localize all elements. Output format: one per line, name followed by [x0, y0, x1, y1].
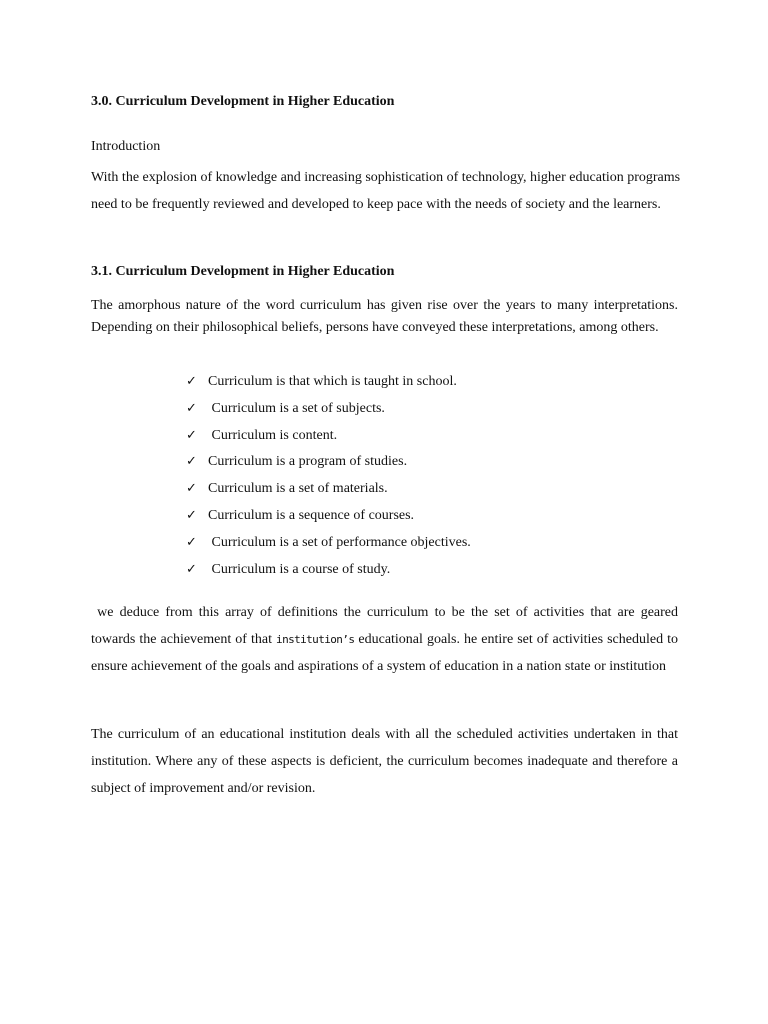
- deduction-text-end: educational goals. he entire set of activities scheduled to ensure achievement of the goals and aspirations of a system of education in a nation state or institution: [91, 632, 682, 674]
- amorphous-paragraph: The amorphous nature of the word curriculum has given rise over the years to many interpretations. Depending on their philosophical beliefs, persons have conveyed these interpretations, among others.: [91, 298, 678, 335]
- deduction-paragraph: [91, 599, 682, 680]
- checkmark-icon: ✓: [186, 561, 197, 577]
- introduction-paragraph: With the explosion of knowledge and increasing sophistication of technology, higher education programs need to be frequently reviewed and developed to keep pace with the needs of society and the learners.: [91, 170, 681, 212]
- definition-text: Curriculum is a set of subjects.: [208, 400, 385, 416]
- definition-text: Curriculum is content.: [208, 427, 338, 443]
- definition-text: Curriculum is a program of studies.: [208, 454, 408, 470]
- checkmark-icon: ✓: [186, 534, 197, 550]
- list-item: [186, 480, 471, 507]
- list-item: [186, 534, 471, 561]
- definition-text: Curriculum is a set of performance objectives.: [208, 534, 471, 550]
- list-item: [186, 427, 471, 454]
- definition-text: Curriculum is a sequence of courses.: [208, 507, 415, 523]
- introduction-label: Introduction: [91, 139, 161, 154]
- checkmark-icon: ✓: [186, 507, 197, 523]
- deduction-text-start: we deduce from this array of definitions the curriculum to be the set of activities that are geared towards the achievement of that: [91, 605, 682, 647]
- definition-text: Curriculum is a course of study.: [208, 561, 391, 577]
- list-item: [186, 400, 471, 427]
- section-heading-3-1: 3.1. Curriculum Development in Higher Education: [91, 264, 395, 279]
- checkmark-icon: ✓: [186, 427, 197, 443]
- list-item: [186, 561, 471, 588]
- section-heading-3-0: 3.0. Curriculum Development in Higher Education: [91, 94, 395, 109]
- checkmark-icon: ✓: [186, 481, 197, 497]
- definitions-checklist: [186, 373, 471, 587]
- checkmark-icon: ✓: [186, 400, 197, 416]
- institutions-word: institution’s: [276, 633, 355, 646]
- definition-text: Curriculum is that which is taught in school.: [208, 374, 457, 389]
- checkmark-icon: ✓: [186, 374, 197, 389]
- institution-paragraph: The curriculum of an educational institution deals with all the scheduled activities undertaken in that institution. Where any of these aspects is deficient, the curriculum becomes inadequate and therefore a subject of improvement and/or revision.: [91, 727, 678, 796]
- checkmark-icon: ✓: [186, 454, 197, 470]
- definition-text: Curriculum is a set of materials.: [208, 481, 388, 497]
- list-item: [186, 373, 471, 400]
- list-item: [186, 507, 471, 534]
- list-item: [186, 453, 471, 480]
